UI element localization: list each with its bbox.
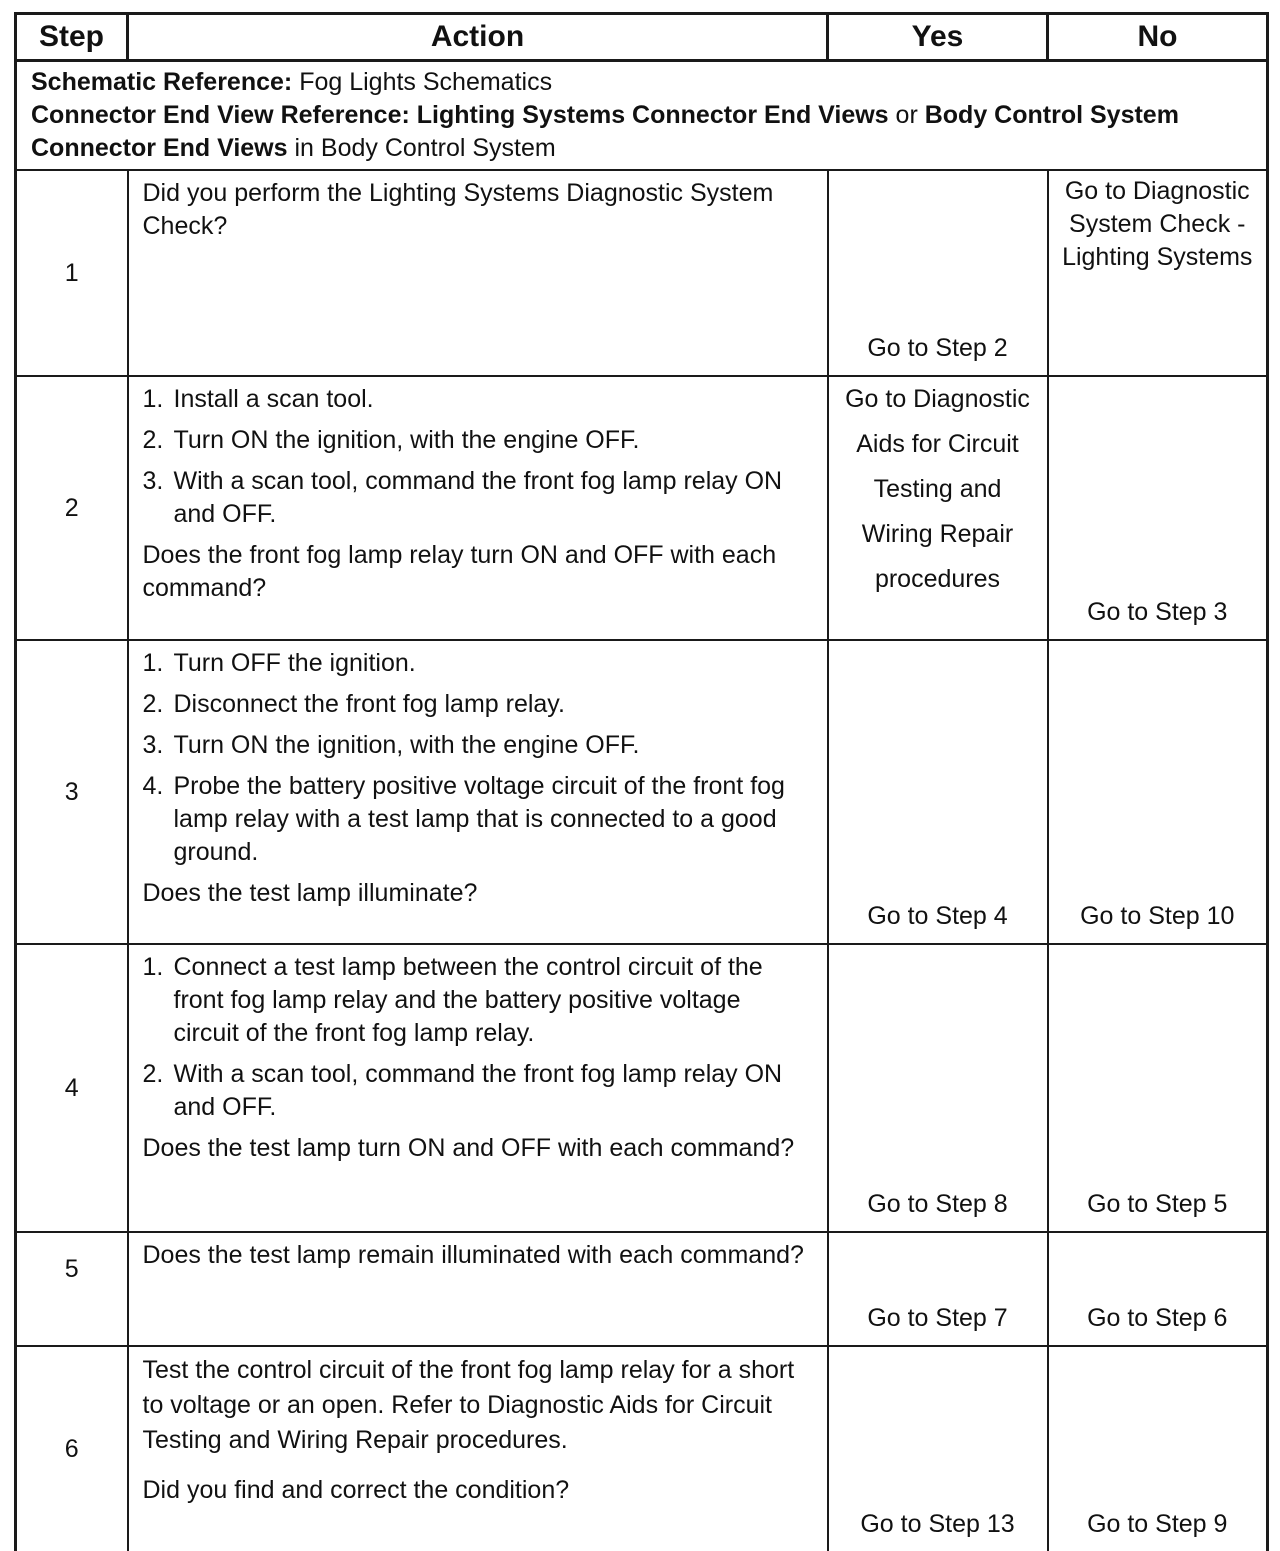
step-number: 2 [16, 376, 128, 640]
question-text: Does the test lamp remain illuminated with each command? [142, 1241, 804, 1269]
yes-result: Go to Step 4 [828, 640, 1048, 944]
table-row [16, 1346, 1268, 1551]
table-row [16, 376, 1268, 640]
header-step: Step [16, 14, 128, 61]
table-row [16, 640, 1268, 944]
no-result: Go to Diagnostic System Check - Lighting Systems [1048, 170, 1268, 376]
instruction-item: 3. Turn ON the ignition, with the engine OFF. [142, 731, 640, 759]
header-action: Action [128, 14, 828, 61]
table-row [16, 944, 1268, 1232]
yes-result: Go to Step 7 [828, 1232, 1048, 1346]
no-result: Go to Step 5 [1048, 944, 1268, 1232]
instruction-item: 1. Install a scan tool. [142, 385, 374, 413]
step-number: 1 [16, 170, 128, 376]
action-cell [128, 640, 828, 944]
question-text: Does the front fog lamp relay turn ON and OFF with each command? [142, 541, 777, 602]
no-result: Go to Step 10 [1048, 640, 1268, 944]
step-number: 6 [16, 1346, 128, 1551]
yes-result: Go to Step 2 [828, 170, 1048, 376]
question-text: Does the test lamp turn ON and OFF with each command? [142, 1134, 795, 1162]
instruction-item: 4. Probe the battery positive voltage circuit of the front fog lamp relay with a test lamp that is connected to a good ground. [142, 772, 785, 866]
instruction-item: 1. Turn OFF the ignition. [142, 649, 416, 677]
instruction-item: 2. Disconnect the front fog lamp relay. [142, 690, 565, 718]
question-text: Does the test lamp illuminate? [142, 879, 478, 907]
no-result: Go to Step 9 [1048, 1346, 1268, 1551]
instruction-item: 1. Connect a test lamp between the control circuit of the front fog lamp relay and the battery positive voltage circuit of the front fog lamp relay. [142, 953, 763, 1047]
action-cell [128, 170, 828, 376]
yes-result: Go to Step 13 [828, 1346, 1048, 1551]
diagnostic-table [14, 12, 1269, 1551]
instruction-item: 2. Turn ON the ignition, with the engine OFF. [142, 426, 640, 454]
connector-reference: Connector End View Reference: Lighting Systems Connector End Views or Body Control System Connector End Views in Body Control System [31, 101, 1179, 162]
step-number: 3 [16, 640, 128, 944]
action-cell [128, 1232, 828, 1346]
no-result: Go to Step 6 [1048, 1232, 1268, 1346]
action-cell [128, 944, 828, 1232]
yes-result: Go to Step 8 [828, 944, 1048, 1232]
action-cell [128, 376, 828, 640]
no-result: Go to Step 3 [1048, 376, 1268, 640]
header-no: No [1048, 14, 1268, 61]
yes-result: Go to Diagnostic Aids for Circuit Testing and Wiring Repair procedures [828, 376, 1048, 640]
header-row [16, 14, 1268, 61]
table-row [16, 170, 1268, 376]
instruction-item: 2. With a scan tool, command the front fog lamp relay ON and OFF. [142, 1060, 783, 1121]
question-text: Did you perform the Lighting Systems Diagnostic System Check? [142, 179, 774, 240]
reference-row [16, 61, 1268, 171]
action-cell [128, 1346, 828, 1551]
step-number: 4 [16, 944, 128, 1232]
schematic-reference: Schematic Reference: Fog Lights Schematics [31, 68, 553, 96]
question-text: Did you find and correct the condition? [142, 1476, 570, 1504]
statement-text: Test the control circuit of the front fog lamp relay for a short to voltage or an open. Refer to Diagnostic Aids for Circuit Testing and Wiring Repair procedures. [142, 1356, 795, 1454]
instruction-item: 3. With a scan tool, command the front fog lamp relay ON and OFF. [142, 467, 783, 528]
reference-cell [16, 61, 1268, 171]
table-row [16, 1232, 1268, 1346]
step-number: 5 [16, 1232, 128, 1346]
header-yes: Yes [828, 14, 1048, 61]
